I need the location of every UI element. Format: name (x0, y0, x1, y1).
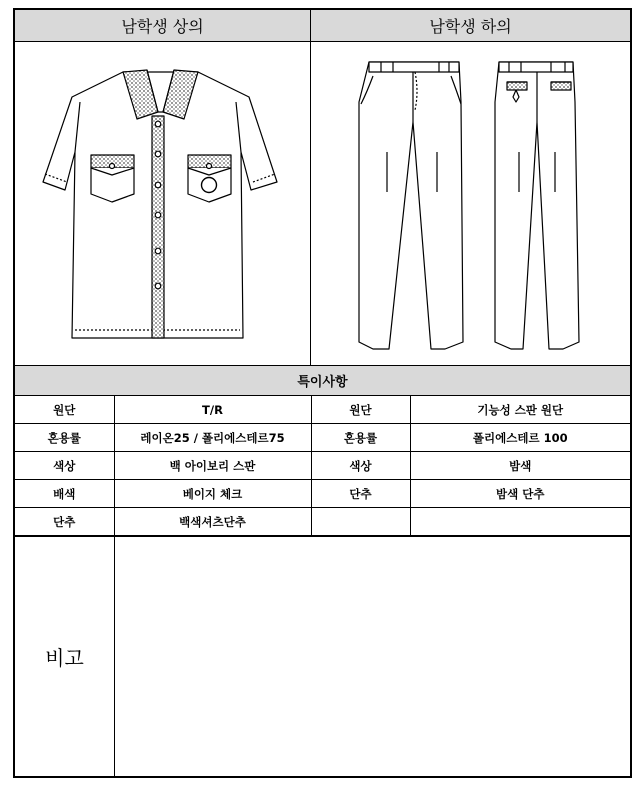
spec-value: 백 아이보리 스판 (114, 452, 311, 480)
spec-label: 단추 (311, 480, 410, 508)
spec-table (15, 396, 630, 536)
spec-value: 레이온25 / 폴리에스테르75 (114, 424, 311, 452)
table-row (15, 452, 630, 480)
table-row (15, 508, 630, 536)
spec-label: 배색 (15, 480, 114, 508)
spec-label: 색상 (311, 452, 410, 480)
pants-illustration (311, 42, 630, 365)
spec-label (311, 508, 410, 536)
spec-value: 폴리에스테르 100 (410, 424, 630, 452)
remarks-section (15, 536, 630, 776)
table-row (15, 480, 630, 508)
spec-value: 베이지 체크 (114, 480, 311, 508)
spec-value: 밤색 (410, 452, 630, 480)
remarks-content (115, 537, 630, 776)
header-bottom-garment: 남학생 하의 (311, 10, 630, 42)
table-row (15, 396, 630, 424)
pants-drawing-cell (311, 42, 630, 365)
uniform-spec-sheet (13, 8, 632, 778)
special-notes-title: 특이사항 (15, 365, 630, 396)
spec-value: 기능성 스판 원단 (410, 396, 630, 424)
spec-label: 혼용률 (311, 424, 410, 452)
remarks-label: 비고 (15, 537, 115, 776)
spec-value: T/R (114, 396, 311, 424)
spec-value: 밤색 단추 (410, 480, 630, 508)
shirt-drawing-cell (15, 42, 311, 365)
spec-label: 원단 (311, 396, 410, 424)
spec-label: 단추 (15, 508, 114, 536)
spec-label: 혼용률 (15, 424, 114, 452)
table-row (15, 424, 630, 452)
spec-label: 원단 (15, 396, 114, 424)
spec-label: 색상 (15, 452, 114, 480)
spec-value: 백색셔츠단추 (114, 508, 311, 536)
spec-value (410, 508, 630, 536)
header-top-garment: 남학생 상의 (15, 10, 311, 42)
shirt-illustration (15, 42, 310, 365)
